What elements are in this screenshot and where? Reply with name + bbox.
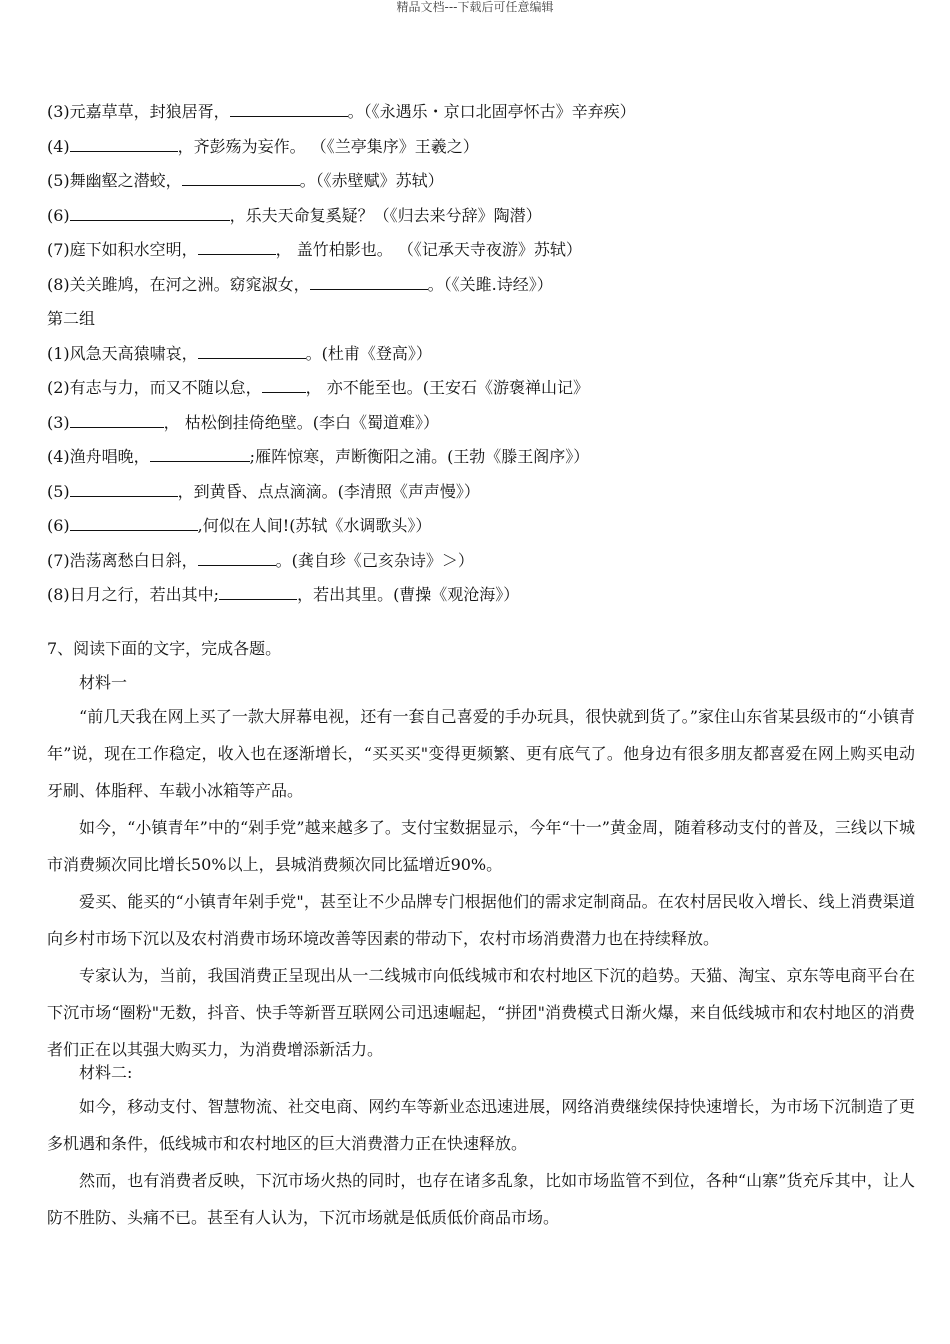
item-g1-4: (4) ，齐彭殇为妄作。 （《兰亭集序》王羲之）: [47, 136, 479, 156]
item-g2-7: (7)浩荡离愁白日斜， 。(龚自珍《己亥杂诗》＞）: [47, 550, 474, 570]
item-g2-2: (2)有志与力，而又不随以怠， ， 亦不能至也。(王安石《游褒禅山记》: [47, 378, 590, 397]
answer-blank: [262, 378, 306, 393]
material2-paragraph: 如今，移动支付、智慧物流、社交电商、网约车等新业态迅速进展，网络消费继续保持快速增长，为市场下沉制造了更多机遇和条件，低线城市和农村地区的巨大消费潜力正在快速释放。: [47, 1097, 915, 1153]
item-g1-6: (6) ，乐夫天命复奚疑？（《归去来兮辞》陶潜）: [47, 205, 542, 225]
answer-blank: [219, 585, 297, 600]
item-g1-7: (7)庭下如积水空明， ， 盖竹柏影也。 （《记承天寺夜游》苏轼）: [47, 240, 582, 259]
material1: [47, 672, 915, 1068]
material2: [47, 1062, 915, 1236]
item-g2-6: (6) ,何似在人间!(苏轼《水调歌头》）: [47, 516, 432, 535]
item-g2-1: (1)风急天高猿啸哀， 。(杜甫《登高》）: [47, 343, 432, 363]
material1-paragraph: 专家认为，当前，我国消费正呈现出从一二线城市向低线城市和农村地区下沉的趋势。天猫、淘宝、京东等电商平台在下沉市场“圈粉"无数，抖音、快手等新晋互联网公司迅速崛起，“拼团"消费模式日渐火爆，来自低线城市和农村地区的消费者们正在以其强大购买力，为消费增添新活力。: [47, 966, 915, 1059]
material1-paragraph: 如今，“小镇青年”中的“剁手党”越来越多了。支付宝数据显示，今年“十一”黄金周，随着移动支付的普及，三线以下城市消费频次同比增长50%以上，县城消费频次同比猛增近90%。: [47, 818, 915, 874]
item-g2-4: (4)渔舟唱晚， ;雁阵惊寒，声断衡阳之浦。(王勃《滕王阁序》）: [47, 447, 590, 466]
answer-blank: [150, 447, 250, 462]
item-g2-5: (5) ，到黄昏、点点滴滴。(李清照《声声慢》）: [47, 481, 480, 501]
answer-blank: [70, 482, 178, 497]
answer-blank: [230, 102, 348, 117]
answer-blank: [198, 344, 306, 359]
answer-blank: [182, 171, 300, 186]
page-header: 精品文档---下载后可任意编辑: [396, 0, 554, 14]
answer-blank: [70, 413, 164, 428]
material2-label: 材料二:: [79, 1063, 133, 1082]
answer-blank: [198, 551, 276, 566]
item-g1-8: (8)关关雎鸠，在河之洲。窈窕淑女， 。（《关雎.诗经》）: [47, 274, 553, 294]
answer-blank: [310, 275, 428, 290]
item-g1-5: (5)舞幽壑之潜蛟， 。（《赤壁赋》苏轼）: [47, 171, 444, 190]
answer-blank: [198, 240, 276, 255]
item-g1-3: (3)元嘉草草，封狼居胥， 。（《永遇乐・京口北固亭怀古》辛弃疾）: [47, 102, 636, 121]
material1-label: 材料一: [79, 673, 128, 692]
material1-paragraph: 爱买、能买的“小镇青年剁手党"，甚至让不少品牌专门根据他们的需求定制商品。在农村居民收入增长、线上消费渠道向乡村市场下沉以及农村消费市场环境改善等因素的带动下，农村市场消费潜力也在持续释放。: [47, 892, 915, 948]
material1-paragraph: “前几天我在网上买了一款大屏幕电视，还有一套自己喜爱的手办玩具，很快就到货了。”家住山东省某县级市的“小镇青年”说，现在工作稳定，收入也在逐渐增长，“买买买"变得更频繁、更有底气了。他身边有很多朋友都喜爱在网上购买电动牙刷、体脂秤、车载小冰箱等产品。: [47, 707, 915, 800]
answer-blank: [70, 516, 198, 531]
answer-blank: [70, 137, 178, 152]
answer-blank: [70, 206, 230, 221]
item-g2-3: (3) ， 枯松倒挂倚绝壁。(李白《蜀道难》）: [47, 412, 440, 432]
material2-paragraph: 然而，也有消费者反映，下沉市场火热的同时，也存在诸多乱象，比如市场监管不到位，各种“山寨”货充斥其中，让人防不胜防、头痛不已。甚至有人认为，下沉市场就是低质低价商品市场。: [47, 1171, 915, 1227]
question7-prompt: 7、阅读下面的文字，完成各题。: [47, 639, 282, 658]
group2-title: 第二组: [47, 309, 96, 328]
fill-in-blanks: [47, 101, 915, 619]
item-g2-8: (8)日月之行，若出其中; ，若出其里。(曹操《观沧海》）: [47, 585, 520, 604]
